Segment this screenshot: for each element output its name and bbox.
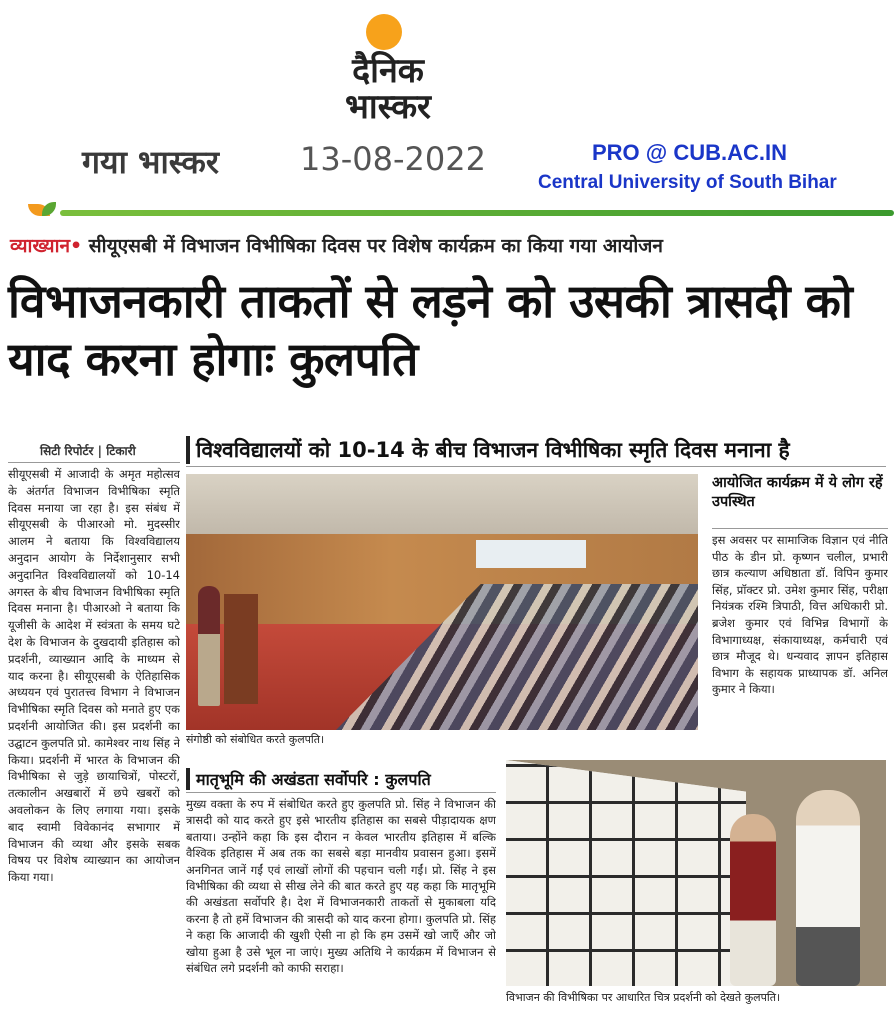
divider	[8, 462, 180, 463]
edition-name: गया भास्कर	[82, 143, 219, 181]
kicker	[10, 232, 890, 258]
edition-date: 13-08-2022	[300, 140, 486, 178]
exhibition-photo	[506, 760, 886, 986]
attendees-body: इस अवसर पर सामाजिक विज्ञान एवं नीति पीठ के डीन प्रो. कृष्णन चलील, प्रभारी छात्र कल्याण अधिष्ठाता डॉ. विपिन कुमार सिंह, प्रॉक्टर प्रो. उमेश कुमार सिंह, परीक्षा नियंत्रक रश्मि त्रिपाठी, वित्त अधिकारी प्रो. ब्रजेश कुमार एवं विभिन्न विभागों के विभागाध्यक्ष, संकायाध्यक्ष, कर्मचारी एवं छात्र मौजूद थे। धन्यवाद ज्ञापन इतिहास विभाग के सहायक प्राध्यापक डॉ. अनिल कुमार ने किया।	[712, 533, 888, 697]
divider	[186, 466, 886, 467]
masthead-divider	[0, 202, 894, 218]
exhibition-photo-caption: विभाजन की विभीषिका पर आधारित चित्र प्रदर्शनी को देखते कुलपति।	[506, 991, 781, 1004]
pro-email: PRO @ CUB.AC.IN	[592, 140, 788, 165]
kicker-tag: व्याख्यान•	[10, 235, 83, 257]
sub-headline: विश्वविद्यालयों को 10-14 के बीच विभाजन विभीषिका स्मृति दिवस मनाना है	[186, 436, 886, 464]
seminar-photo-caption: संगोष्ठी को संबोधित करते कुलपति।	[186, 733, 325, 746]
person-figure	[730, 814, 776, 986]
speaker-figure	[198, 586, 220, 706]
sun-icon	[366, 14, 402, 50]
main-headline: विभाजनकारी ताकतों से लड़ने को उसकी त्रासदी को याद करना होगाः कुलपति	[8, 274, 853, 386]
green-rule	[60, 210, 894, 216]
divider	[712, 528, 888, 529]
logo-text-line1: दैनिक	[352, 51, 424, 91]
byline: सिटी रिपोर्टर | टिकारी	[40, 444, 136, 458]
story2-heading: मातृभूमि की अखंडता सर्वोपरि : कुलपति	[186, 768, 496, 790]
university-name: Central University of South Bihar	[538, 172, 837, 193]
person-figure	[796, 790, 860, 986]
logo-text-line2: भास्कर	[345, 87, 431, 127]
kicker-text: सीयूएसबी में विभाजन विभीषिका दिवस पर विशेष कार्यक्रम का किया गया आयोजन	[82, 235, 663, 257]
divider	[186, 792, 496, 793]
dainik-bhaskar-logo	[318, 8, 458, 134]
left-column-body: सीयूएसबी में आजादी के अमृत महोत्सव के अंतर्गत विभाजन विभीषिका स्मृति दिवस मनाया जा रहा है। इस संबंध में सीयूएसबी के पीआरओ मो. मुदस्सीर आलम ने बताया कि विश्वविद्यालय अनुदान आयोग के निर्देशानुसार सभी अनुदानित विश्वविद्यालयों को 10-14 अगस्त के बीच विभाजन विभीषिका स्मृति दिवस मनाना है। पीआरओ ने बताया कि यूजीसी के आदेश में स्वंत्रता के समय घटे देश के विभाजन के दुखदायी इतिहास को प्रदर्शनी, व्याख्यान आदि के माध्यम से याद करना है। सीयूएसबी के ऐतिहासिक अध्ययन एवं पुरातत्त्व विभाग ने विभाजन विभीषिका स्मृति दिवस को मनाते हुए एक प्रदर्शनी आयोजित की। इस प्रदर्शनी का उद्घाटन कुलपति प्रो. कामेश्वर नाथ सिंह ने किया। प्रदर्शनी में भारत के विभाजन की विभीषिका से जुड़े छायाचित्रों, पोस्टरों, तत्कालीन अखबारों में छपे खबरों को अवलोकन के लिए लगाया गया। इसके बाद स्वामी विवेकानंद सभागार में विभाजन की व्यथा और इसके सबक विषय पर विशेष व्याख्यान का आयोजन किया गया।	[8, 467, 180, 885]
seminar-photo	[186, 474, 698, 730]
green-leaf-icon	[42, 202, 56, 216]
attendees-heading: आयोजित कार्यक्रम में ये लोग रहें उपस्थित	[712, 475, 883, 510]
story2-body: मुख्य वक्ता के रुप में संबोधित करते हुए कुलपति प्रो. सिंह ने विभाजन की त्रासदी को याद करते हुए इसे भारतीय इतिहास का सबसे पीड़ादायक क्षण बताया। उन्होंने कहा कि इस दौरान न केवल भारतीय इतिहास में बल्कि वैश्विक इतिहास में अब तक का सबसे बड़ा मानवीय प्रवासन हुआ। इसमें अनगिनत जानें गईं एवं लाखों लोगों की पहचान चली गईं। प्रो. सिंह ने इस विभीषिका की व्यथा से सीख लेने की बात करते हुए यह कहा कि मातृभूमि की अखंडता सर्वोपरि है। देश में विभाजनकारी ताकतों से मुकाबला यदि करना है तो हमें विभाजन की त्रासदी को याद करना होगा। कुलपति प्रो. सिंह ने कहा कि आजादी की खुशी ऐसी ना हो कि हम उसमें खो जाएँ और जो खोया हुआ है उसे भूल ना जाएं। मुख्य अतिथि ने कार्यक्रम में विभाजन से संबंधित लगे प्रदर्शनी को काफी सराहा।	[186, 797, 496, 976]
podium	[224, 594, 258, 704]
